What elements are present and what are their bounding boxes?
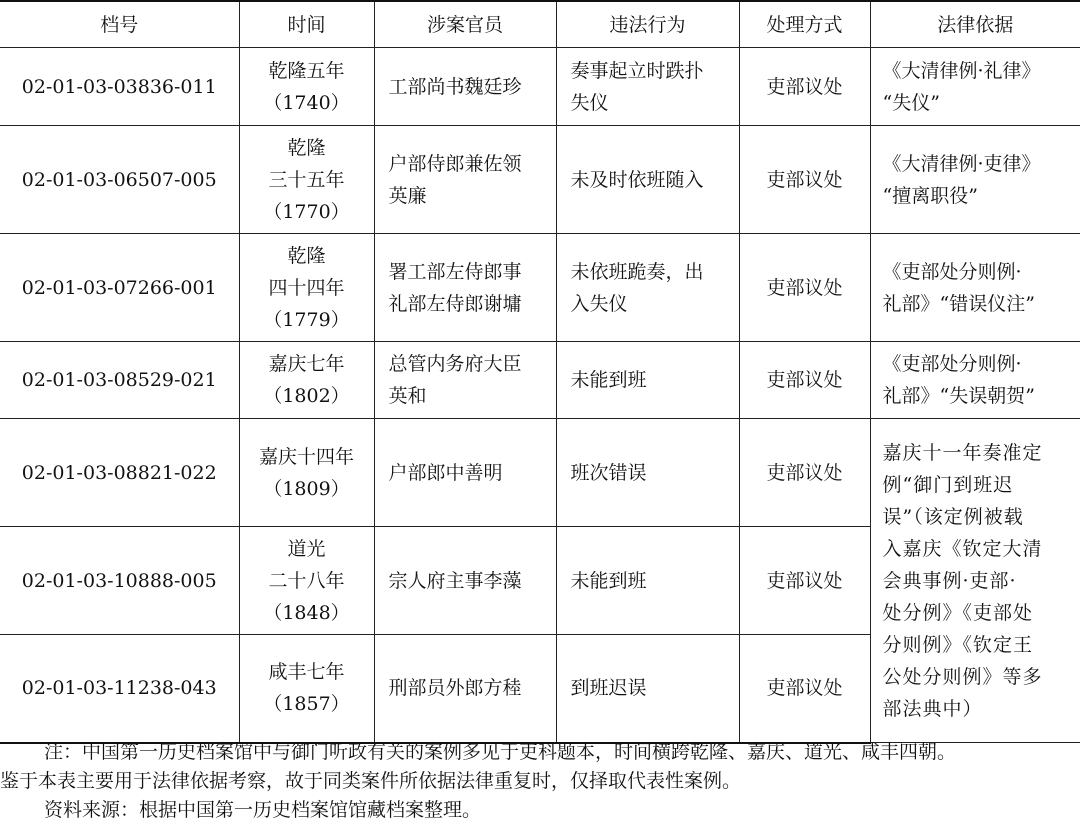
cell-violation: 奏事起立时跌扑 失仪 [556,48,739,126]
table-row [0,234,1080,342]
cell-handling: 吏部议处 [739,419,870,527]
table-row [0,419,1080,527]
cell-legal-basis: 《吏部处分则例· 礼部》“失误朝贺” [870,342,1080,419]
table-row [0,48,1080,126]
cell-official: 户部郎中善明 [374,419,556,527]
cell-violation: 到班迟误 [556,635,739,743]
cell-handling: 吏部议处 [739,48,870,126]
cell-violation: 未能到班 [556,527,739,635]
cell-time: 嘉庆十四年 （1809） [239,419,374,527]
cell-official: 总管内务府大臣 英和 [374,342,556,419]
cell-archive-no: 02-01-03-06507-005 [0,126,239,234]
cell-archive-no: 02-01-03-08529-021 [0,342,239,419]
cell-time: 嘉庆七年 （1802） [239,342,374,419]
cell-violation: 未及时依班随入 [556,126,739,234]
header-official: 涉案官员 [374,1,556,48]
cell-legal-basis: 《吏部处分则例· 礼部》“错误仪注” [870,234,1080,342]
cell-legal-basis: 《大清律例·吏律》 “擅离职役” [870,126,1080,234]
cell-violation: 未依班跪奏，出 入失仪 [556,234,739,342]
cell-violation: 班次错误 [556,419,739,527]
cell-archive-no: 02-01-03-11238-043 [0,635,239,743]
cell-archive-no: 02-01-03-08821-022 [0,419,239,527]
header-time: 时间 [239,1,374,48]
note-line: 注：中国第一历史档案馆中与御门听政有关的案例多见于吏科题本，时间横跨乾隆、嘉庆、道光、咸丰四朝。 [44,741,957,763]
cell-handling: 吏部议处 [739,234,870,342]
header-violation: 违法行为 [556,1,739,48]
cell-handling: 吏部议处 [739,342,870,419]
cell-time: 乾隆 三十五年 （1770） [239,126,374,234]
cell-violation: 未能到班 [556,342,739,419]
cell-time: 道光 二十八年 （1848） [239,527,374,635]
table-row [0,126,1080,234]
source-line: 资料来源：根据中国第一历史档案馆馆藏档案整理。 [44,799,482,821]
table-row [0,342,1080,419]
cell-time: 乾隆 四十四年 （1779） [239,234,374,342]
cell-legal-basis-merged: 嘉庆十一年奏准定 例“御门到班迟 误”（该定例被载 入嘉庆《钦定大清 会典事例·吏部· 处分例》《吏部处 分则例》《钦定王 公处分则例》等多 部法典中） [870,419,1080,743]
cell-official: 刑部员外郎方稑 [374,635,556,743]
cell-legal-basis: 《大清律例·礼律》 “失仪” [870,48,1080,126]
cell-time: 乾隆五年 （1740） [239,48,374,126]
table-notes [0,738,1080,825]
cell-archive-no: 02-01-03-10888-005 [0,527,239,635]
cell-official: 宗人府主事李藻 [374,527,556,635]
table-header-row [0,1,1080,48]
cell-official: 工部尚书魏廷珍 [374,48,556,126]
cell-time: 咸丰七年 （1857） [239,635,374,743]
cell-handling: 吏部议处 [739,527,870,635]
cell-handling: 吏部议处 [739,635,870,743]
cell-handling: 吏部议处 [739,126,870,234]
cell-official: 户部侍郎兼佐领 英廉 [374,126,556,234]
header-archive-no: 档号 [0,1,239,48]
cell-official: 署工部左侍郎事 礼部左侍郎谢墉 [374,234,556,342]
cell-archive-no: 02-01-03-03836-011 [0,48,239,126]
header-handling: 处理方式 [739,1,870,48]
header-legal-basis: 法律依据 [870,1,1080,48]
cell-archive-no: 02-01-03-07266-001 [0,234,239,342]
note-line: 鉴于本表主要用于法律依据考察，故于同类案件所依据法律重复时，仅择取代表性案例。 [0,770,742,792]
